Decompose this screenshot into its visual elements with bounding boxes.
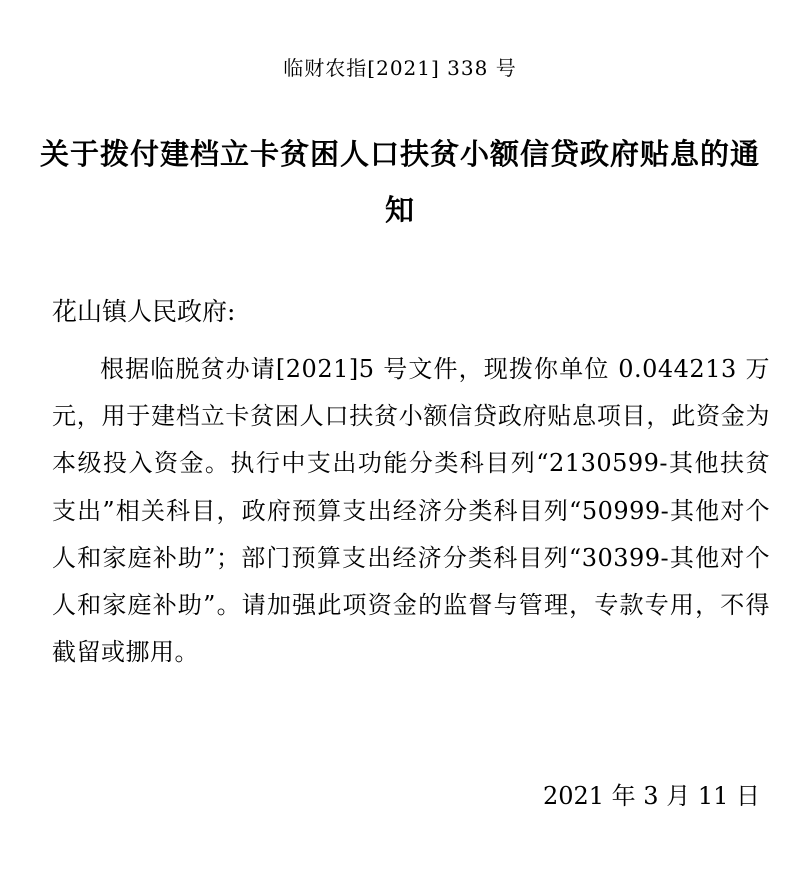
document-title: 关于拨付建档立卡贫困人口扶贫小额信贷政府贴息的通知 (40, 137, 761, 227)
document-date: 2021 年 3 月 11 日 (542, 782, 760, 810)
addressee: 花山镇人民政府: (52, 297, 236, 326)
body-paragraph: 根据临脱贫办请[2021]5 号文件，现拨你单位 0.044213 万元，用于建档立卡贫困人口扶贫小额信贷政府贴息项目，此资金为本级投入资金。执行中支出功能分类科目列“2130599-其他扶贫支出”相关科目，政府预算支出经济分类科目列“50999-其他对个人和家庭补助”；部门预算支出经济分类科目列“30399-其他对个人和家庭补助”。请加强此项资金的监督与管理，专款专用，不得截留或挪用。 (52, 355, 770, 667)
document-number: 临财农指[2021] 338 号 (283, 56, 517, 80)
